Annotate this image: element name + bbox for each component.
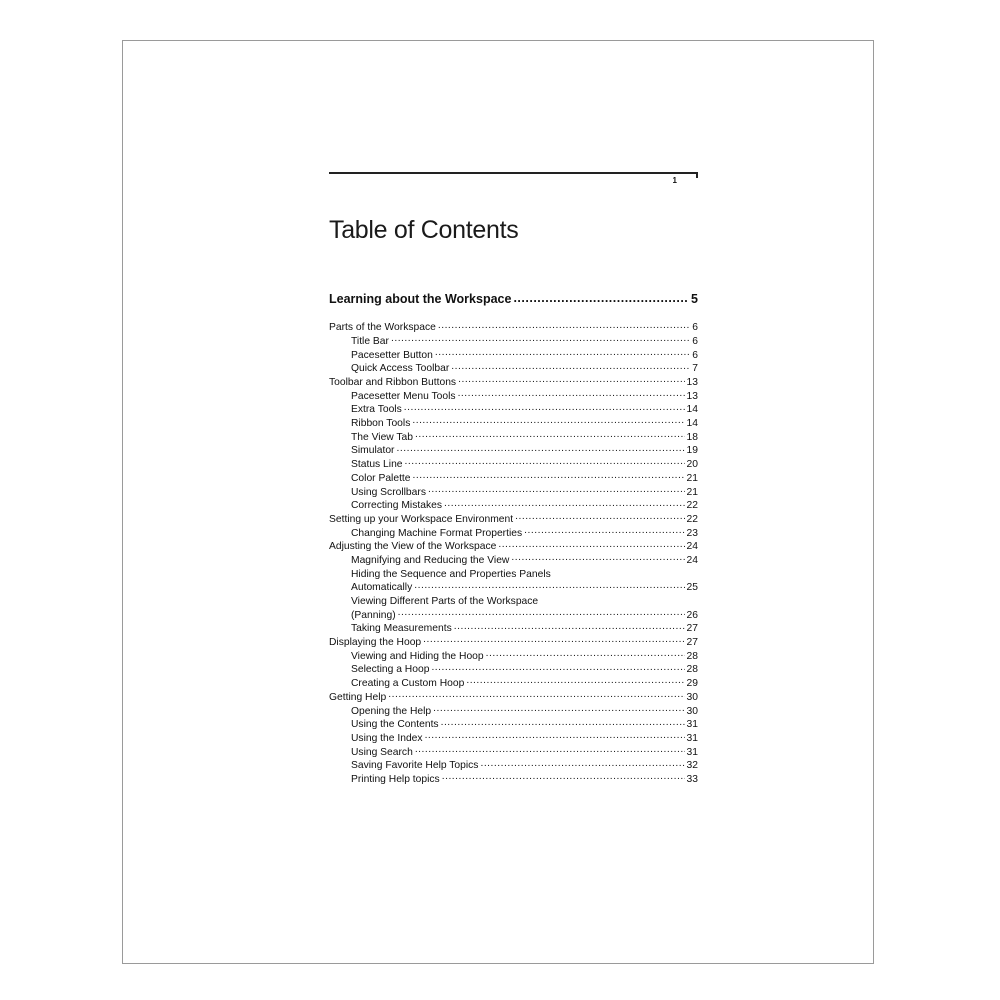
toc-entry-title: Changing Machine Format Properties bbox=[351, 527, 523, 539]
section-page: 5 bbox=[691, 291, 698, 306]
toc-entry-page: 26 bbox=[686, 609, 698, 621]
toc-entry[interactable] bbox=[329, 772, 698, 786]
dot-leader bbox=[423, 635, 684, 645]
toc-entry[interactable] bbox=[329, 717, 698, 731]
toc-entry[interactable] bbox=[329, 553, 698, 567]
header-rule bbox=[329, 172, 698, 174]
toc-entry-title: Creating a Custom Hoop bbox=[351, 678, 465, 690]
toc-entry-title: Using Search bbox=[351, 746, 413, 758]
toc-entry-title: Printing Help topics bbox=[351, 773, 440, 785]
toc-entry[interactable] bbox=[329, 347, 698, 361]
page-content bbox=[329, 172, 698, 785]
toc-entry[interactable] bbox=[329, 416, 698, 430]
toc-entry[interactable] bbox=[329, 607, 698, 621]
toc-entry-title: Using Scrollbars bbox=[351, 486, 426, 498]
toc-entry[interactable] bbox=[329, 580, 698, 594]
toc-entry[interactable] bbox=[329, 731, 698, 745]
dot-leader bbox=[498, 539, 684, 549]
dot-leader bbox=[404, 402, 685, 412]
dot-leader bbox=[515, 512, 684, 522]
dot-leader bbox=[414, 580, 684, 590]
dot-leader bbox=[524, 525, 684, 535]
toc-entry-title: Automatically bbox=[351, 582, 413, 594]
toc-entry-page: 24 bbox=[686, 554, 698, 566]
toc-entry-title: Pacesetter Menu Tools bbox=[351, 390, 456, 402]
dot-leader bbox=[433, 703, 684, 713]
toc-entry-page: 29 bbox=[686, 678, 698, 690]
toc-entry-title: Displaying the Hoop bbox=[329, 637, 422, 649]
toc-entry-title: Magnifying and Reducing the View bbox=[351, 554, 510, 566]
toc-entry[interactable] bbox=[329, 566, 698, 580]
toc-entry-title: Correcting Mistakes bbox=[351, 500, 442, 512]
toc-entry[interactable] bbox=[329, 334, 698, 348]
toc-entry-title: Hiding the Sequence and Properties Panels bbox=[351, 568, 551, 580]
toc-entry[interactable] bbox=[329, 594, 698, 608]
dot-leader bbox=[431, 662, 684, 672]
toc-entry-title: Taking Measurements bbox=[351, 623, 452, 635]
toc-entry-title: Getting Help bbox=[329, 691, 387, 703]
toc-entry-page: 22 bbox=[686, 500, 698, 512]
page-number: 1 bbox=[672, 176, 677, 185]
toc-entry-page: 31 bbox=[686, 746, 698, 758]
toc-section-heading[interactable] bbox=[329, 290, 698, 308]
dot-leader bbox=[391, 334, 690, 344]
toc-entry-page: 30 bbox=[686, 691, 698, 703]
toc-entry-page: 27 bbox=[686, 637, 698, 649]
toc-entry-title: Adjusting the View of the Workspace bbox=[329, 541, 497, 553]
toc-entry[interactable] bbox=[329, 758, 698, 772]
toc-entry[interactable] bbox=[329, 320, 698, 334]
dot-leader bbox=[458, 375, 684, 385]
toc-entry-page: 6 bbox=[692, 349, 698, 361]
toc-entry[interactable] bbox=[329, 512, 698, 526]
toc-entry-page: 24 bbox=[686, 541, 698, 553]
toc-entry-page: 25 bbox=[686, 582, 698, 594]
toc-entry-title: Status Line bbox=[351, 459, 403, 471]
dot-leader bbox=[415, 430, 685, 440]
toc-entry-page: 13 bbox=[686, 377, 698, 389]
dot-leader bbox=[415, 744, 685, 754]
toc-entry-title: Viewing Different Parts of the Workspace bbox=[351, 596, 539, 608]
toc-entry-title: Selecting a Hoop bbox=[351, 664, 430, 676]
toc-entry[interactable] bbox=[329, 744, 698, 758]
dot-leader bbox=[412, 416, 684, 426]
toc-entry-title: Quick Access Toolbar bbox=[351, 363, 450, 375]
dot-leader bbox=[413, 471, 685, 481]
toc-entry-page: 14 bbox=[686, 418, 698, 430]
dot-leader bbox=[441, 717, 685, 727]
toc-entry-title: Viewing and Hiding the Hoop bbox=[351, 650, 484, 662]
dot-leader bbox=[458, 388, 685, 398]
dot-leader bbox=[442, 772, 685, 782]
dot-leader bbox=[444, 498, 685, 508]
dot-leader bbox=[466, 676, 684, 686]
toc-entry[interactable] bbox=[329, 703, 698, 717]
toc-entry-page: 27 bbox=[686, 623, 698, 635]
toc-entry-page: 33 bbox=[686, 773, 698, 785]
toc-entry[interactable] bbox=[329, 375, 698, 389]
dot-leader bbox=[480, 758, 684, 768]
dot-leader bbox=[405, 457, 685, 467]
toc-entry-title: Color Palette bbox=[351, 472, 411, 484]
toc-entry-page: 32 bbox=[686, 760, 698, 772]
toc-entry[interactable] bbox=[329, 443, 698, 457]
toc-entry[interactable] bbox=[329, 635, 698, 649]
toc-entry-page: 7 bbox=[692, 363, 698, 375]
toc-entry[interactable] bbox=[329, 525, 698, 539]
toc-entry-page: 28 bbox=[686, 664, 698, 676]
toc-entry-title: Setting up your Workspace Environment bbox=[329, 513, 514, 525]
toc-entry-page: 18 bbox=[686, 431, 698, 443]
document-page bbox=[122, 40, 874, 964]
toc-entry-title: Pacesetter Button bbox=[351, 349, 433, 361]
toc-entry-page: 23 bbox=[686, 527, 698, 539]
toc-list bbox=[329, 320, 698, 785]
toc-entry[interactable] bbox=[329, 484, 698, 498]
dot-leader bbox=[511, 553, 684, 563]
toc-entry[interactable] bbox=[329, 690, 698, 704]
toc-entry-page: 31 bbox=[686, 719, 698, 731]
toc-entry-title: Ribbon Tools bbox=[351, 418, 411, 430]
dot-leader bbox=[425, 731, 685, 741]
toc-entry-title: Simulator bbox=[351, 445, 395, 457]
dot-leader bbox=[454, 621, 685, 631]
dot-leader bbox=[388, 690, 684, 700]
toc-entry-page: 6 bbox=[692, 335, 698, 347]
toc-entry-title: Title Bar bbox=[351, 335, 389, 347]
toc-entry[interactable] bbox=[329, 676, 698, 690]
toc-entry-page: 6 bbox=[692, 322, 698, 334]
dot-leader bbox=[513, 290, 689, 303]
toc-entry-page: 14 bbox=[686, 404, 698, 416]
toc-entry-title: Using the Contents bbox=[351, 719, 439, 731]
toc-entry-title: Opening the Help bbox=[351, 705, 432, 717]
section-title: Learning about the Workspace bbox=[329, 291, 512, 306]
dot-leader bbox=[435, 347, 690, 357]
dot-leader bbox=[553, 566, 696, 576]
toc-entry[interactable] bbox=[329, 621, 698, 635]
toc-entry[interactable] bbox=[329, 457, 698, 471]
toc-entry[interactable] bbox=[329, 662, 698, 676]
toc-entry[interactable] bbox=[329, 402, 698, 416]
dot-leader bbox=[397, 443, 685, 453]
dot-leader bbox=[398, 607, 685, 617]
toc-entry-page: 30 bbox=[686, 705, 698, 717]
toc-entry[interactable] bbox=[329, 539, 698, 553]
toc-entry-title: Extra Tools bbox=[351, 404, 402, 416]
toc-entry[interactable] bbox=[329, 388, 698, 402]
dot-leader bbox=[428, 484, 685, 494]
toc-entry-page: 13 bbox=[686, 390, 698, 402]
toc-entry[interactable] bbox=[329, 471, 698, 485]
toc-entry-title: The View Tab bbox=[351, 431, 414, 443]
page-title: Table of Contents bbox=[329, 216, 519, 244]
toc-entry-page: 31 bbox=[686, 732, 698, 744]
toc-entry-title: Toolbar and Ribbon Buttons bbox=[329, 377, 457, 389]
toc-entry-title: (Panning) bbox=[351, 609, 396, 621]
toc-entry-title: Parts of the Workspace bbox=[329, 322, 436, 334]
toc-entry-page: 19 bbox=[686, 445, 698, 457]
toc-entry-page: 21 bbox=[686, 486, 698, 498]
toc-entry[interactable] bbox=[329, 649, 698, 663]
dot-leader bbox=[451, 361, 690, 371]
toc-entry-page: 21 bbox=[686, 472, 698, 484]
toc-entry[interactable] bbox=[329, 498, 698, 512]
toc-entry-title: Saving Favorite Help Topics bbox=[351, 760, 479, 772]
toc-entry-page: 22 bbox=[686, 513, 698, 525]
dot-leader bbox=[540, 594, 696, 604]
toc-entry-page: 20 bbox=[686, 459, 698, 471]
toc-entry[interactable] bbox=[329, 361, 698, 375]
dot-leader bbox=[438, 320, 690, 330]
toc-entry-page: 28 bbox=[686, 650, 698, 662]
toc-entry-title: Using the Index bbox=[351, 732, 423, 744]
dot-leader bbox=[486, 649, 685, 659]
toc-entry[interactable] bbox=[329, 430, 698, 444]
